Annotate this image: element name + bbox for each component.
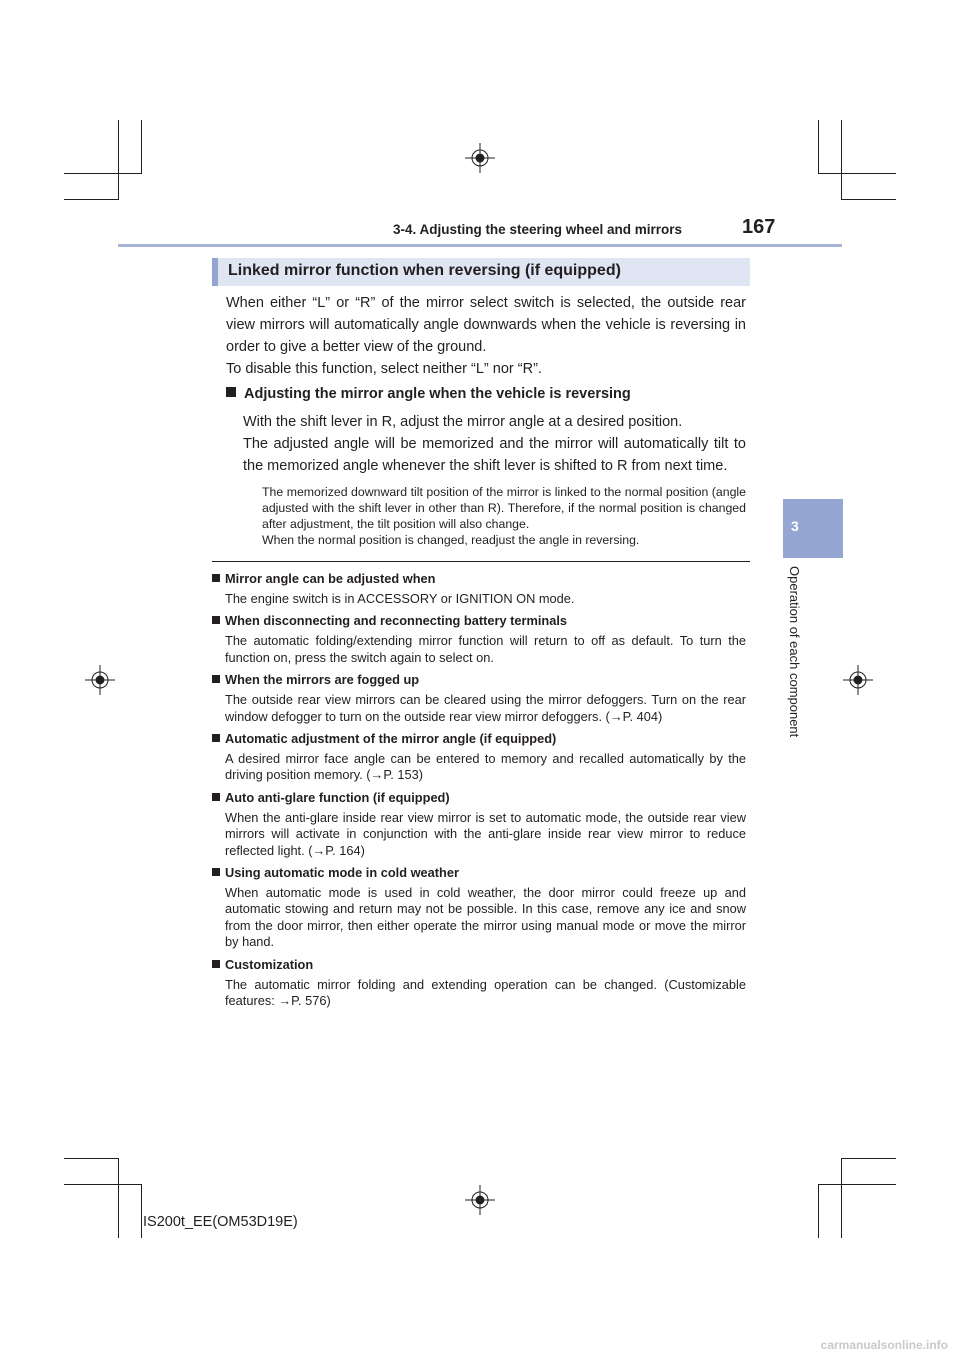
square-bullet-icon bbox=[212, 793, 220, 801]
disable-paragraph: To disable this function, select neither “L” nor “R”. bbox=[226, 361, 542, 377]
note-line-2: When the normal position is changed, readjust the angle in reversing. bbox=[262, 533, 640, 547]
square-bullet-icon bbox=[226, 387, 236, 397]
sub-line-2: The adjusted angle will be memorized and the mirror will automatically tilt to the memorized angle whenever the shift lever is shifted to R from next time. bbox=[243, 436, 746, 474]
registration-mark-icon bbox=[465, 1185, 495, 1215]
crop-mark bbox=[841, 199, 896, 200]
crop-mark bbox=[818, 1184, 896, 1185]
registration-mark-icon bbox=[465, 143, 495, 173]
section-title: Linked mirror function when reversing (if equipped) bbox=[228, 262, 621, 279]
sub-heading-text: Adjusting the mirror angle when the vehicle is reversing bbox=[244, 386, 631, 402]
info-item bbox=[212, 570, 746, 607]
crop-mark bbox=[118, 120, 119, 200]
crop-mark bbox=[818, 120, 819, 174]
note-block bbox=[262, 484, 746, 548]
page-number: 167 bbox=[742, 216, 776, 238]
info-item bbox=[212, 730, 746, 784]
section-divider bbox=[212, 561, 750, 562]
section-intro bbox=[226, 292, 746, 380]
info-item bbox=[212, 956, 746, 1010]
info-body: The outside rear view mirrors can be cleared using the mirror defoggers. Turn on the rear window defogger to turn on the outside rear view mirror defoggers. (→P. 404) bbox=[225, 692, 746, 724]
crop-mark bbox=[118, 1158, 119, 1238]
intro-paragraph: When either “L” or “R” of the mirror select switch is selected, the outside rear view mirrors will automatically angle downwards when the vehicle is reversing in order to give a better view of the ground. bbox=[226, 295, 746, 355]
crop-mark bbox=[841, 120, 842, 200]
info-item bbox=[212, 612, 746, 666]
square-bullet-icon bbox=[212, 960, 220, 968]
info-title: Auto anti-glare function (if equipped) bbox=[225, 789, 450, 805]
info-body: When the anti-glare inside rear view mirror is set to automatic mode, the outside rear view mirrors will activate in conjunction with the anti-glare inside rear view mirror to reduce reflected light. (→P. 164) bbox=[225, 809, 746, 858]
info-body: When automatic mode is used in cold weather, the door mirror could freeze up and automatic stowing and return may not be possible. In this case, remove any ice and snow from the door mirror, then either operate the mirror using manual mode or move the mirror by hand. bbox=[225, 885, 746, 950]
info-body: The automatic folding/extending mirror function will return to off as default. To turn the function on, press the switch again to select on. bbox=[225, 633, 746, 665]
sub-line-1: With the shift lever in R, adjust the mirror angle at a desired position. bbox=[243, 414, 683, 430]
crop-mark bbox=[64, 1158, 119, 1159]
watermark: carmanualsonline.info bbox=[820, 1338, 948, 1352]
crop-mark bbox=[64, 199, 119, 200]
square-bullet-icon bbox=[212, 616, 220, 624]
registration-mark-icon bbox=[843, 665, 873, 695]
section-heading-band bbox=[212, 258, 750, 286]
info-body: A desired mirror face angle can be entered to memory and recalled automatically by the driving position memory. (→P. 153) bbox=[225, 751, 746, 783]
square-bullet-icon bbox=[212, 574, 220, 582]
info-list bbox=[212, 570, 746, 1015]
info-title: When the mirrors are fogged up bbox=[225, 672, 420, 688]
info-title: When disconnecting and reconnecting battery terminals bbox=[225, 613, 568, 629]
chapter-label: Operation of each component bbox=[787, 566, 802, 738]
header-rule bbox=[118, 244, 842, 247]
registration-mark-icon bbox=[85, 665, 115, 695]
info-title: Automatic adjustment of the mirror angle (if equipped) bbox=[225, 731, 557, 747]
crop-mark bbox=[141, 120, 142, 174]
crop-mark bbox=[841, 1158, 896, 1159]
note-line-1: The memorized downward tilt position of the mirror is linked to the normal position (angle adjusted with the shift lever in other than R). Therefore, if the normal position is changed after adjustment, the tilt position will also change. bbox=[262, 485, 746, 531]
info-item bbox=[212, 671, 746, 725]
crop-mark bbox=[64, 173, 142, 174]
info-title: Using automatic mode in cold weather bbox=[225, 865, 459, 881]
square-bullet-icon bbox=[212, 734, 220, 742]
crop-mark bbox=[818, 173, 896, 174]
crop-mark bbox=[64, 1184, 142, 1185]
info-body: The engine switch is in ACCESSORY or IGNITION ON mode. bbox=[225, 591, 575, 606]
info-item bbox=[212, 789, 746, 859]
crop-mark bbox=[818, 1184, 819, 1238]
square-bullet-icon bbox=[212, 868, 220, 876]
crop-mark bbox=[141, 1184, 142, 1238]
info-item bbox=[212, 864, 746, 951]
document-code: IS200t_EE(OM53D19E) bbox=[143, 1214, 298, 1230]
info-title: Mirror angle can be adjusted when bbox=[225, 571, 436, 586]
section-path: 3-4. Adjusting the steering wheel and mirrors bbox=[392, 222, 682, 237]
sub-section-body bbox=[243, 411, 746, 477]
crop-mark bbox=[841, 1158, 842, 1238]
info-body: The automatic mirror folding and extending operation can be changed. (Customizable features: →P. 576) bbox=[225, 976, 746, 1009]
sub-heading bbox=[226, 386, 631, 402]
info-title: Customization bbox=[225, 956, 314, 972]
chapter-number: 3 bbox=[791, 518, 799, 534]
square-bullet-icon bbox=[212, 675, 220, 683]
